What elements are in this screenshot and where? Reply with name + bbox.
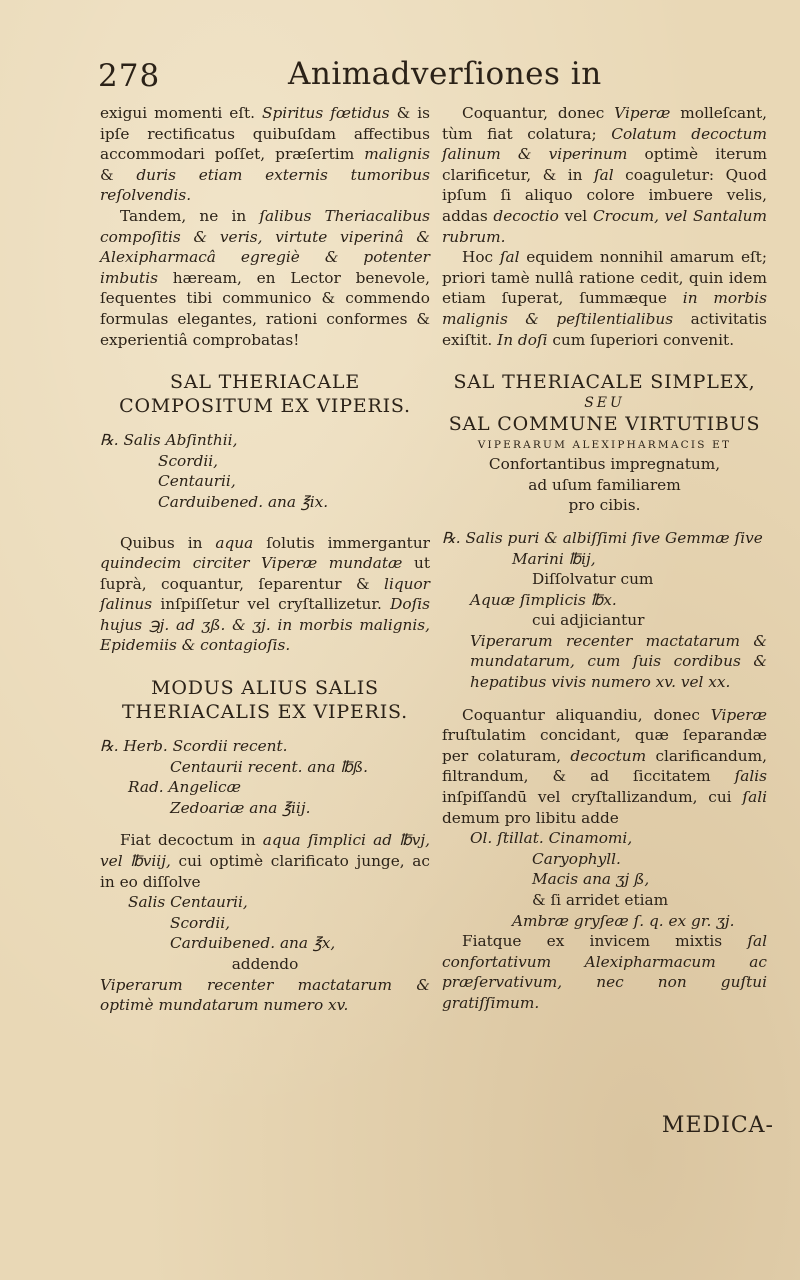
italic-text: Viperæ (710, 705, 767, 724)
text: cum ſuperiori convenit. (552, 330, 735, 349)
recipe-line: Viperarum recenter mactatarum & mundatarum, cum ſuis cordibus & hepatibus vivis numero xv. vel xx. (470, 631, 767, 692)
italic-text: Doſis hujus ℈j. ad ʒß. & ʒj. in morbis malignis, Epidemiis & contagioſis. (100, 595, 430, 655)
right-heading-5: ad uſum familiarem (528, 475, 681, 494)
text: Hoc (462, 248, 494, 267)
recipe-line: Ol. ſtillat. Cinamomi, (470, 829, 633, 848)
text: optimè iterum clarificetur, & in (442, 145, 767, 184)
text: Tandem, ne in (120, 206, 247, 225)
italic-text: ſalibus Theriacalibus compoſitis & veris, virtute viperinâ & Alexipharmacâ egregiè & potenter imbutis (100, 206, 430, 287)
italic-text: Colatum decoctum ſalinum & viperinum (442, 124, 767, 164)
italic-text: ſal confortativum Alexipharmacum ac præſervativum, nec non guſtui gratiſſimum. (442, 932, 767, 1012)
left-paragraph-4 (100, 830, 430, 892)
right-heading-4: Confortantibus impregnatum, (488, 455, 721, 474)
recipe-line: Ambræ gryſeæ ſ. q. ex gr. ʒj. (512, 911, 735, 930)
recipe-line: & ſi arridet etiam (532, 891, 669, 909)
recipe-line: Centaurii, (158, 472, 236, 491)
left-column (100, 103, 430, 1016)
text: hæream, en Lector benevole, ſequentes tibi communico & commendo formulas elegantes, rationi conformes & experientiâ comprobatas! (100, 268, 430, 349)
text: molleſcant, tùm fiat colatura; (442, 104, 767, 143)
italic-text: decoctio (493, 206, 559, 225)
right-paragraph-3 (442, 705, 767, 829)
italic-text: malignis (364, 145, 430, 164)
right-heading-3: VIPERARUM ALEXIPHARMACIS ET (477, 439, 732, 452)
recipe-2 (100, 736, 430, 818)
italic-text: decoctum (570, 746, 647, 765)
italic-text: ſal (499, 248, 520, 267)
recipe-line: Rad. Angelicæ (128, 778, 241, 797)
text: Fiat decoctum in (120, 831, 256, 850)
right-heading-2: SAL COMMUNE VIRTUTIBUS (448, 413, 761, 436)
recipe-line: Zedoariæ ana ℥iij. (170, 798, 311, 817)
recipe-line: cui adjiciantur (532, 611, 645, 630)
recipe-line: Marini ℔ij, (512, 549, 596, 568)
recipe-5 (442, 828, 767, 931)
recipe-line: Centaurii recent. ana ℔ß. (170, 757, 368, 776)
recipe-line: Caryophyll. (532, 849, 621, 868)
page-number: 278 (98, 58, 161, 94)
right-heading-6: pro cibis. (568, 496, 641, 515)
running-head: Animadverſiones in (288, 56, 602, 92)
recipe-line: ℞. Salis puri & albiſſimi ſive Gemmæ ſive (442, 528, 763, 547)
left-paragraph-2 (100, 206, 430, 350)
recipe-line: Aquæ ſimplicis ℔x. (470, 590, 617, 609)
text: clarificandum, filtrandum, & ad ſiccitatem (442, 746, 767, 786)
left-paragraph-1 (100, 103, 430, 206)
italic-text: Crocum, vel Santalum rubrum. (442, 206, 767, 246)
italic-text: Viperæ (614, 104, 671, 122)
text: equidem nonnihil amarum eſt; priori tamè nullâ ratione cedit, quin idem etiam ſuperat, ſummæque (442, 248, 767, 308)
recipe-1 (100, 430, 430, 512)
italic-text: quindecim circiter Viperæ mundatæ (100, 554, 403, 573)
right-heading-seu: SEU (584, 395, 625, 412)
recipe-line: Scordii, (170, 913, 231, 932)
text: Coquantur, donec (462, 104, 605, 122)
right-heading-1: SAL THERIACALE SIMPLEX, (453, 371, 756, 394)
recipe-line: ℞. Salis Abſinthii, (100, 431, 238, 450)
addendo-line: addendo (231, 955, 299, 973)
italic-text: ſalis (734, 767, 767, 786)
recipe-line: Carduibened. ana ℥x, (170, 934, 336, 953)
text: Quibus in (120, 533, 203, 552)
text: inſpiſſandū vel cryſtallizandum, cui (442, 788, 732, 807)
text: cui optimè clarificato junge, ac in eo diſſolve (100, 852, 430, 891)
right-paragraph-2 (442, 247, 767, 350)
right-paragraph-4 (442, 931, 767, 1013)
text: fruſtulatim concidant, quæ ſeparandæ per colaturam, (442, 726, 767, 765)
text: Coquantur aliquandiu, donec (462, 705, 700, 724)
text: & is ipſe rectificatus quibuſdam affectibus accommodari poſſet, præſertim (100, 104, 430, 164)
recipe-line: Diſſolvatur cum (532, 570, 654, 589)
catchword: MEDICA- (661, 1113, 774, 1138)
text: ſolutis immergantur (266, 533, 430, 552)
page-header (98, 52, 680, 100)
text: demum pro libitu adde (442, 808, 619, 827)
text: inſpiſſetur vel cryſtallizetur. (160, 595, 382, 614)
italic-text: aqua (215, 533, 254, 552)
text: coaguletur: Quod ipſum ſi aliquo colore imbuere velis, addas (442, 165, 767, 225)
text: activitatis exiſtit. (442, 309, 767, 349)
italic-text: Viperarum recenter mactatarum & optimè mundatarum numero xv. (100, 975, 430, 1015)
text: & (100, 165, 114, 184)
recipe-line: Scordii, (158, 451, 219, 470)
italic-text: aqua ſimplici ad ℔vj, vel ℔viij, (100, 831, 430, 871)
left-paragraph-5 (100, 975, 430, 1016)
italic-text: ſali (742, 788, 767, 807)
recipe-4 (442, 528, 767, 693)
recipe-line: ℞. Herb. Scordii recent. (100, 737, 288, 756)
recipe-line: Macis ana ʒj ß, (532, 870, 650, 889)
italic-text: in morbis malignis & peſtilentialibus (442, 289, 767, 328)
recipe-line: Carduibened. ana ℥ix. (158, 492, 329, 511)
left-heading-2: MODUS ALIUS SALIS THERIACALIS EX VIPERIS. (122, 677, 408, 724)
left-paragraph-3 (100, 533, 430, 657)
text: vel (564, 206, 588, 225)
recipe-line: Salis Centaurii, (128, 893, 248, 912)
italic-text: In doſi (497, 330, 548, 349)
right-column (442, 103, 767, 1014)
italic-text: ſal (593, 165, 614, 184)
text: Fiatque ex invicem mixtis (462, 932, 723, 951)
right-paragraph-1 (442, 103, 767, 247)
italic-text: Spiritus fœtidus (262, 104, 390, 122)
italic-text: liquor ſalinus (100, 574, 430, 614)
left-heading-1: SAL THERIACALE COMPOSITUM EX VIPERIS. (119, 371, 411, 418)
text: ut ſuprà, coquantur, ſeparentur & (100, 554, 430, 593)
italic-text: duris etiam externis tumoribus reſolvendis. (100, 165, 430, 205)
recipe-3 (100, 892, 430, 954)
text: exigui momenti eſt. (100, 104, 256, 122)
